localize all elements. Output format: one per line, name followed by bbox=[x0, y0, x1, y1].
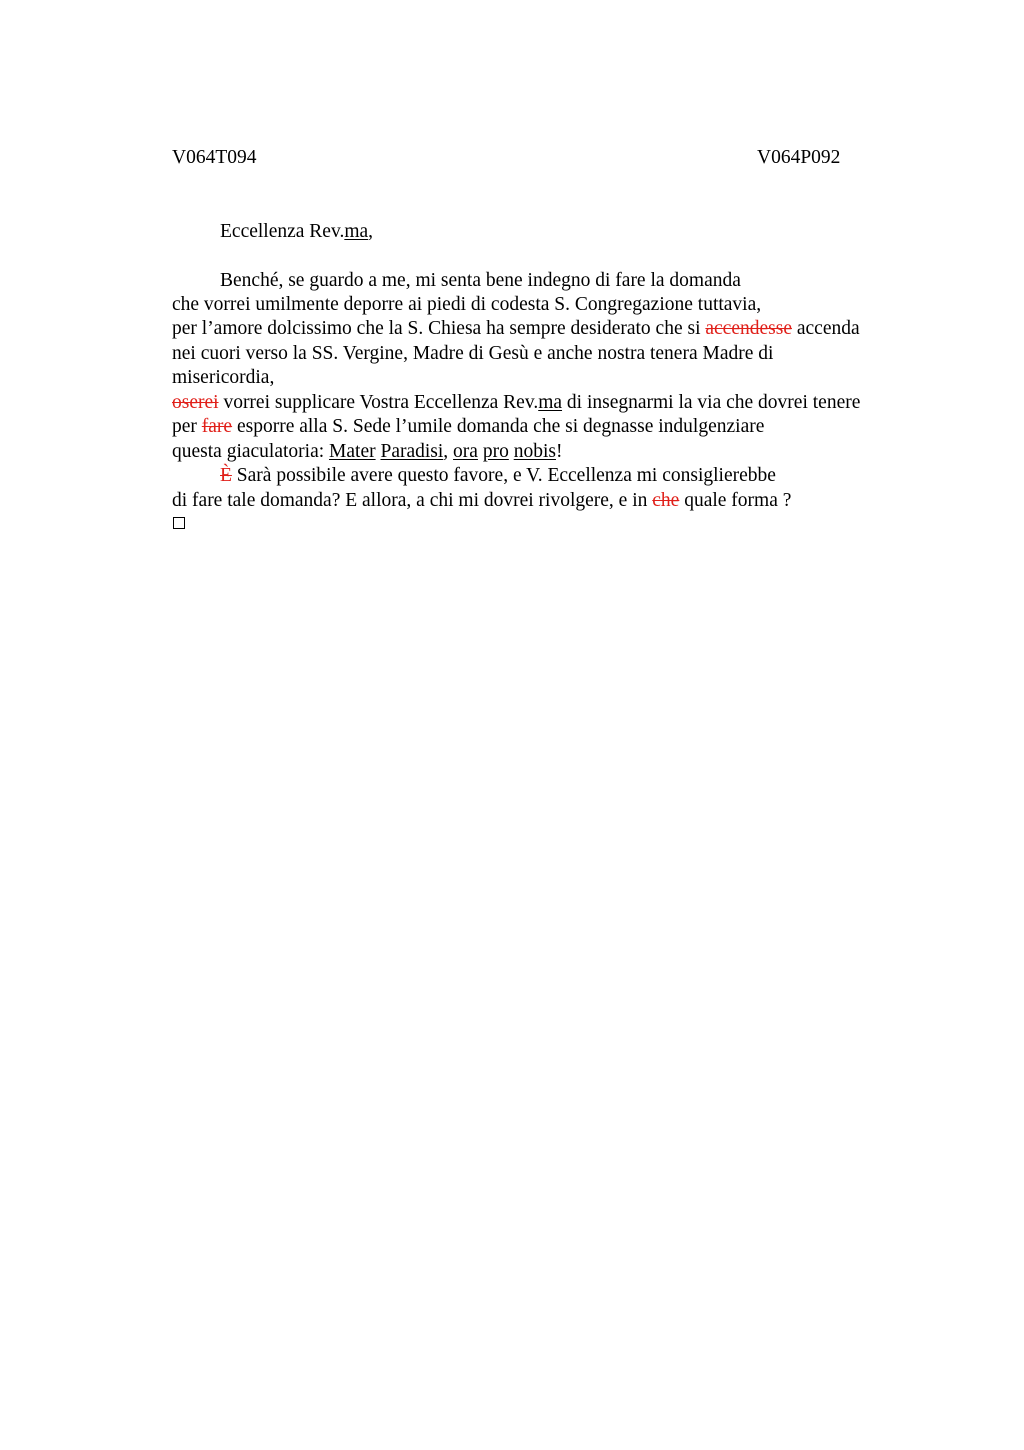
text-segment: per l’amore dolcissimo che la S. Chiesa ha sempre desiderato che si bbox=[172, 318, 706, 339]
text-segment: di fare tale domanda? E allora, a chi mi dovrei rivolgere, e in bbox=[172, 490, 653, 511]
body-line-5: misericordia, bbox=[172, 367, 275, 388]
text-segment: di insegnarmi la via che dovrei tenere bbox=[562, 392, 861, 413]
body-line-9 bbox=[220, 465, 776, 487]
body-line-10 bbox=[172, 490, 791, 512]
text-segment: questa giaculatoria: bbox=[172, 441, 330, 462]
prayer-word: nobis bbox=[513, 441, 556, 462]
text-segment: per bbox=[172, 416, 202, 437]
deleted-word: accendesse bbox=[705, 318, 792, 339]
salutation-text: Eccellenza Rev. bbox=[220, 221, 345, 242]
prayer-word: Paradisi bbox=[380, 441, 444, 462]
body-line-4: nei cuori verso la SS. Vergine, Madre di Gesù e anche nostra tenera Madre di bbox=[172, 343, 774, 364]
text-segment: ! bbox=[555, 441, 563, 462]
prayer-word: ora bbox=[453, 441, 478, 462]
body-line-8: questa giaculatoria: Mater Paradisi, ora pro nobis! bbox=[172, 441, 563, 462]
deleted-word: fare bbox=[201, 416, 233, 437]
deleted-word: oserei bbox=[172, 392, 219, 413]
checkbox-icon bbox=[173, 517, 185, 529]
body-line-6 bbox=[172, 392, 860, 414]
text-segment: quale forma ? bbox=[679, 490, 792, 511]
prayer-word: Mater bbox=[329, 441, 376, 462]
body-line-7 bbox=[172, 416, 764, 438]
text-segment: vorrei supplicare Vostra Eccellenza Rev. bbox=[218, 392, 539, 413]
prayer-word: pro bbox=[482, 441, 509, 462]
text-segment: esporre alla S. Sede l’umile domanda che si degnasse indulgenziare bbox=[232, 416, 765, 437]
text-segment: Sarà possibile avere questo favore, e V. Eccellenza mi consiglierebbe bbox=[231, 465, 776, 486]
document-code-right: V064P092 bbox=[757, 147, 841, 168]
underlined-abbr: ma bbox=[538, 392, 563, 413]
salutation bbox=[220, 221, 373, 243]
body-line-3 bbox=[172, 318, 860, 340]
text-segment: accenda bbox=[791, 318, 860, 339]
body-line-1: Benché, se guardo a me, mi senta bene indegno di fare la domanda bbox=[220, 270, 741, 291]
salutation-comma: , bbox=[368, 221, 374, 242]
deleted-word: che bbox=[652, 490, 680, 511]
deleted-word: È bbox=[220, 465, 232, 486]
salutation-abbr: ma bbox=[344, 221, 369, 242]
document-code-left: V064T094 bbox=[172, 147, 257, 168]
body-line-2: che vorrei umilmente deporre ai piedi di codesta S. Congregazione tuttavia, bbox=[172, 294, 762, 315]
